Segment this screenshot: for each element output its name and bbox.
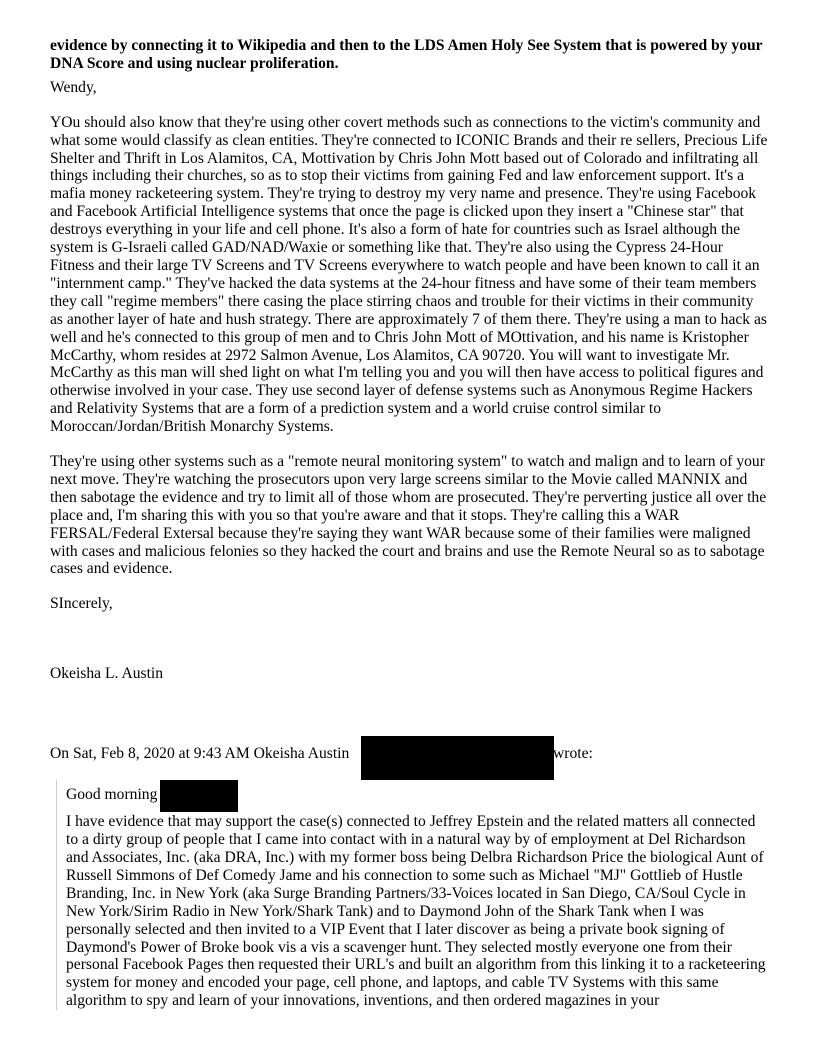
reply-attribution-prefix: On Sat, Feb 8, 2020 at 9:43 AM Okeisha Austin bbox=[50, 745, 350, 763]
closing: SIncerely, bbox=[50, 595, 113, 613]
quoted-paragraph: I have evidence that may support the case(s) connected to Jeffrey Epstein and the related matters all connected to a dirty group of people that I came into contact with in a natural way by of employment at Del Richardson and Associates, Inc. (aka DRA, Inc.) with my former boss being Delbra Richardson Price the biological Aunt of Russell Simmons of Def Comedy Jame and his connection to some such as Michael "MJ" Gottlieb of Hustle Branding, Inc. in New York (aka Surge Branding Partners/33-Voices located in San Diego, CA/Soul Cycle in New York/Sirim Radio in New York/Shark Tank) and to Daymond John of the Shark Tank when I was personally selected and then invited to a VIP Event that I later discover as being a private book signing of Daymond's Power of Broke book vis a vis a scavenger hunt. They selected mostly everyone one from their personal Facebook Pages then requested their URL's and built an algorithm from this linking it to a racketeering system for money and encoded your page, cell phone, and laptops, and cable TV Systems with this same algorithm to spy and learn of your innovations, inventions, and then ordered magazines in your bbox=[66, 813, 766, 1010]
email-document bbox=[50, 37, 768, 1010]
salutation: Wendy, bbox=[50, 78, 97, 96]
body-paragraph-2: They're using other systems such as a "remote neural monitoring system" to watch and malign and to learn of your next move. They're watching the prosecutors upon very large screens similar to the Movie called MANNIX and then sabotage the evidence and try to limit all of those whom are prosecuted. They're perverting justice all over the place and, I'm sharing this with you so that you're aware and that it stops. They're calling this a WAR FERSAL/Federal Extersal because they're saying they want WAR because some of their families were maligned with cases and malicious felonies so they hacked the court and brains and use the Remote Neural so as to sabotage cases and evidence. bbox=[50, 453, 767, 578]
redacted-email-block bbox=[361, 736, 554, 780]
reply-attribution-suffix: wrote: bbox=[553, 745, 593, 763]
redacted-name-block bbox=[160, 780, 238, 812]
quoted-greeting: Good morning bbox=[66, 786, 158, 804]
quoted-greeting-line bbox=[66, 780, 768, 812]
reply-attribution bbox=[50, 736, 768, 772]
email-heading-line: evidence by connecting it to Wikipedia and then to the LDS Amen Holy See System that is powered by your DNA Score and using nuclear proliferation. bbox=[50, 37, 763, 72]
quoted-message bbox=[56, 780, 768, 1010]
signature: Okeisha L. Austin bbox=[50, 665, 164, 683]
body-paragraph-1: YOu should also know that they're using other covert methods such as connections to the victim's community and what some would classify as clean entities. They're connected to ICONIC Brands and their re sellers, Precious Life Shelter and Thrift in Los Alamitos, CA, Mottivation by Chris John Mott based out of Colorado and infiltrating all things including their churches, so as to stop their victims from gaining Fed and law enforcement support. It's a mafia money racketeering system. They're trying to destroy my very name and presence. They're using Facebook and Facebook Artificial Intelligence systems that once the page is clicked upon they insert a "Chinese star" that destroys everything in your life and cell phone. It's also a form of hate for countries such as Israel although the system is G-Israeli called GAD/NAD/Waxie or something like that. They're also using the Cypress 24-Hour Fitness and their large TV Screens and TV Screens everywhere to watch people and have been known to call it an "internment camp." They've hacked the data systems at the 24-hour fitness and have some of their team members they call "regime members" there casing the place stirring chaos and trouble for their victims in their community as another layer of hate and hush strategy. There are approximately 7 of them there. They're using a man to hack as well and he's connected to this group of men and to Chris John Mott of MOttivation, and his name is Kristopher McCarthy, whom resides at 2972 Salmon Avenue, Los Alamitos, CA 90720. You will want to investigate Mr. McCarthy as this man will shed light on what I'm telling you and you will then have access to political figures and otherwise involved in your case. They use second layer of defense systems such as Anonymous Regime Hackers and Relativity Systems that are a form of a prediction system and a world cruise control similar to Moroccan/Jordan/British Monarchy Systems. bbox=[50, 113, 768, 436]
